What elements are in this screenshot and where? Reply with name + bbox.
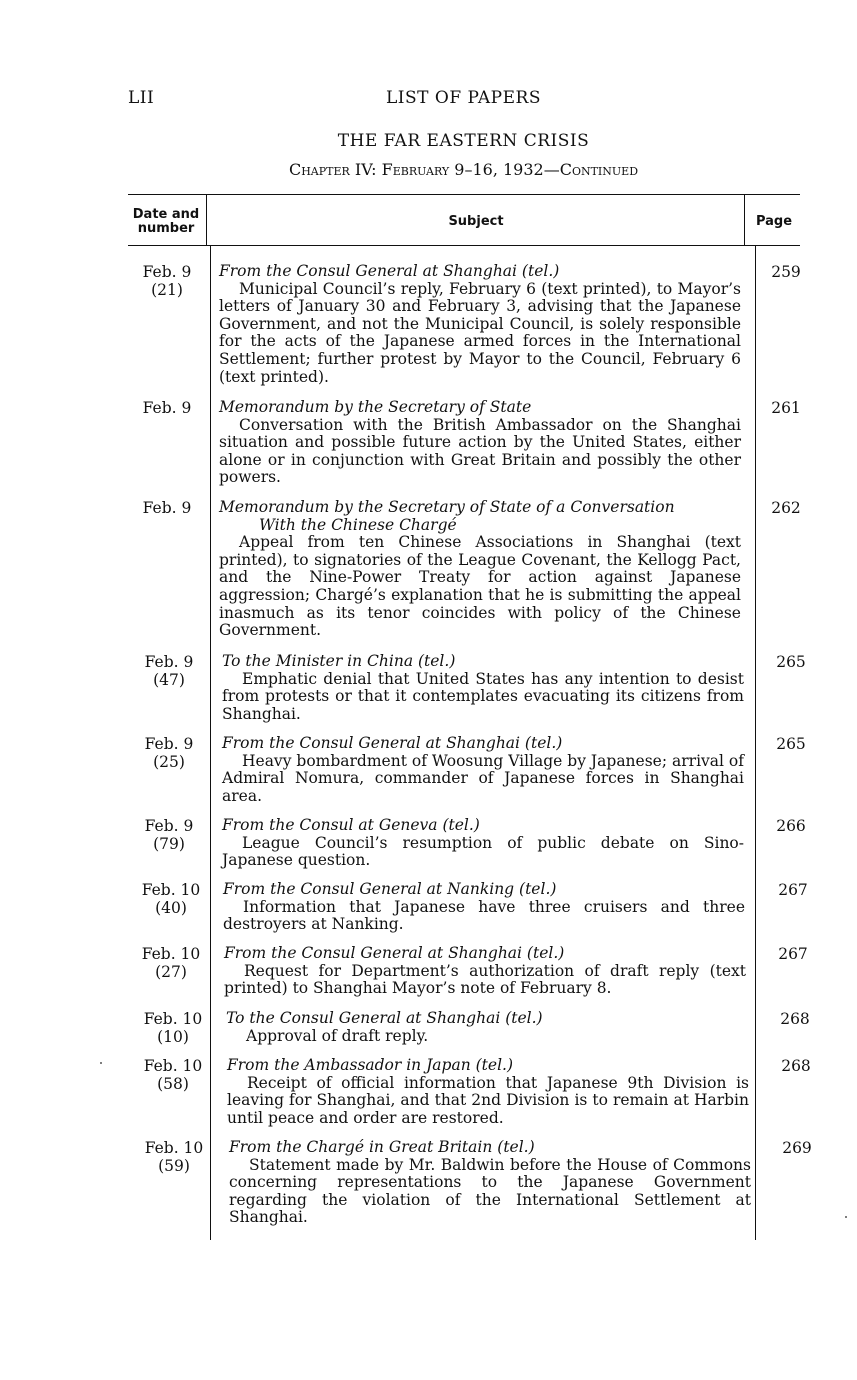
entry-subject (222, 653, 744, 723)
entry-description: Information that Japanese have three cruisers and three destroyers at Nanking. (223, 897, 745, 934)
entry-date: Feb. 10 (59) (144, 1139, 204, 1175)
entry-subject (229, 1139, 751, 1227)
entry-subject (223, 881, 745, 934)
entry-subject (219, 499, 741, 640)
entry-source: From the Consul General at Shanghai (tel.) (222, 734, 563, 752)
entry-date: Feb. 10 (27) (141, 945, 201, 981)
entry-source: Memorandum by the Secretary of State (219, 398, 532, 416)
scan-speck (100, 1062, 102, 1064)
entry-number: (10) (157, 1028, 189, 1046)
entry-date: Feb. 9 (21) (142, 263, 192, 299)
entry-number: (58) (157, 1075, 189, 1093)
entry-page: 267 (778, 881, 808, 899)
entry-page: 268 (780, 1010, 810, 1028)
entry-date: Feb. 10 (10) (143, 1010, 203, 1046)
column-header-page: Page (755, 214, 793, 229)
column-header-date: Date and number (132, 207, 200, 236)
entry-page: 265 (776, 653, 806, 671)
running-head: LIST OF PAPERS (386, 88, 541, 108)
entry-description: Heavy bombardment of Woosung Village by Japanese; arrival of Admiral Nomura, commander of Japanese forces in Shanghai area. (222, 751, 744, 805)
entry-date: Feb. 10 (58) (143, 1057, 203, 1093)
table-header-rule (128, 245, 800, 246)
entry-number: (47) (153, 671, 185, 689)
entry-page: 269 (782, 1139, 812, 1157)
entry-description: Receipt of official information that Japanese 9th Division is leaving for Shanghai, and that 2nd Division is to remain at Harbin until peace and order are restored. (227, 1073, 749, 1127)
entry-source: From the Consul at Geneva (tel.) (222, 816, 480, 834)
entry-subject (219, 399, 741, 487)
entry-date: Feb. 9 (25) (144, 735, 194, 771)
entry-date: Feb. 9 (47) (144, 653, 194, 689)
entry-number: (27) (155, 963, 187, 981)
entry-number: (21) (151, 281, 183, 299)
entry-source: From the Ambassador in Japan (tel.) (227, 1056, 514, 1074)
entry-date: Feb. 10 (40) (141, 881, 201, 917)
entry-source: From the Consul General at Shanghai (tel.) (219, 262, 560, 280)
document-title: THE FAR EASTERN CRISIS (337, 131, 590, 151)
entry-source: From the Consul General at Shanghai (tel.) (224, 944, 565, 962)
entry-page: 267 (778, 945, 808, 963)
column-header-subject: Subject (448, 214, 504, 229)
entry-description: Conversation with the British Ambassador on the Shanghai situation and possible future action by the United States, either alone or in conjunction with Great Britain and possibly the other powers. (219, 415, 741, 487)
entry-page: 266 (776, 817, 806, 835)
entry-page: 259 (771, 263, 801, 281)
chapter-heading: Chapter IV: February 9–16, 1932—Continued (288, 160, 639, 179)
entry-source: Memorandum by the Secretary of State of a Conversation (219, 498, 675, 516)
entry-description: Statement made by Mr. Baldwin before the House of Commons concerning representations to the Japanese Government regarding the violation of the International Settlement at Shanghai. (229, 1155, 751, 1227)
entry-source: To the Consul General at Shanghai (tel.) (226, 1009, 543, 1027)
entry-source-continued: With the Chinese Chargé (259, 515, 457, 534)
header-divider-1 (206, 195, 207, 246)
entry-date: Feb. 9 (142, 499, 192, 517)
entry-description: Approval of draft reply. (246, 1026, 429, 1045)
page-number: LII (128, 88, 155, 108)
header-divider-2 (744, 195, 745, 246)
entry-number: (79) (153, 835, 185, 853)
entry-subject (222, 817, 744, 870)
entry-description: Request for Department’s authorization of draft reply (text printed) to Shanghai Mayor’s note of February 8. (224, 961, 746, 998)
entry-description: Emphatic denial that United States has any intention to desist from protests or that it contemplates evacuating its citizens from Shanghai. (222, 669, 744, 723)
entry-source: From the Consul General at Nanking (tel.) (223, 880, 557, 898)
entry-subject (226, 1010, 748, 1045)
entry-page: 262 (771, 499, 801, 517)
entry-source: To the Minister in China (tel.) (222, 652, 456, 670)
entry-description: League Council’s resumption of public debate on Sino-Japanese question. (222, 833, 744, 870)
entry-subject (222, 735, 744, 805)
scan-speck (845, 1216, 847, 1218)
entry-date: Feb. 9 (79) (144, 817, 194, 853)
entry-page: 268 (781, 1057, 811, 1075)
entry-subject (219, 263, 741, 386)
entry-page: 261 (771, 399, 801, 417)
entry-date: Feb. 9 (142, 399, 192, 417)
entry-source: From the Chargé in Great Britain (tel.) (229, 1138, 535, 1156)
entry-description: Appeal from ten Chinese Associations in Shanghai (text printed), to signatories of the League Covenant, the Kellogg Pact, and the Nine-Power Treaty for action against Japanese aggression; Chargé’s explanation that he is submitting the appeal inasmuch as its tenor coincides with policy of the Chinese Government. (219, 533, 741, 640)
entry-description: Municipal Council’s reply, February 6 (text printed), to Mayor’s letters of January 30 and February 3, advising that the Japanese Government, and not the Municipal Council, is solely responsible for the acts of the Japanese armed forces in the International Settlement; further protest by Mayor to the Council, February 6 (text printed). (219, 279, 741, 386)
entry-number: (25) (153, 753, 185, 771)
entry-number: (59) (158, 1157, 190, 1175)
table-top-rule (128, 194, 800, 195)
entry-subject (227, 1057, 749, 1127)
column-divider-2 (755, 246, 756, 1240)
entry-page: 265 (776, 735, 806, 753)
entry-subject (224, 945, 746, 998)
entry-number: (40) (155, 899, 187, 917)
